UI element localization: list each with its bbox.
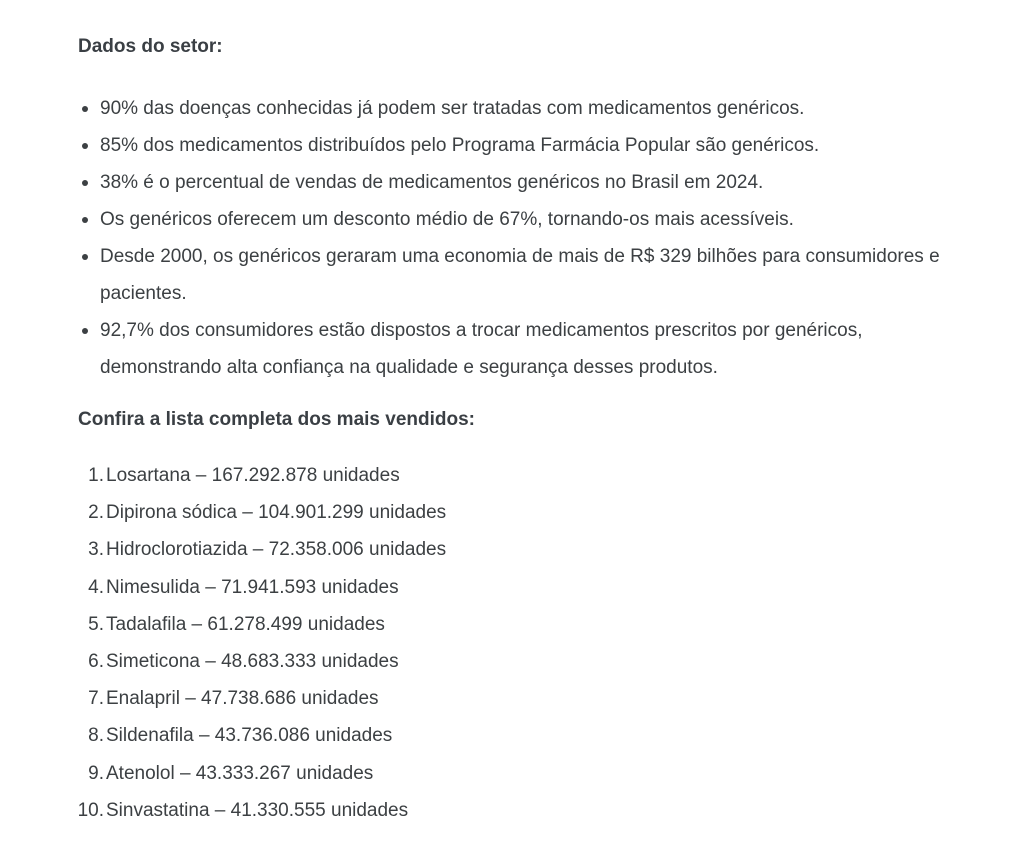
list-item-number: 6.: [88, 651, 104, 673]
list-item: [78, 457, 678, 494]
section-heading-lista: Confira a lista completa dos mais vendidos:: [78, 409, 475, 430]
list-item-text: Simeticona – 48.683.333 unidades: [106, 651, 399, 673]
list-item-text: Tadalafila – 61.278.499 unidades: [106, 613, 385, 635]
list-item: [78, 569, 678, 606]
list-item-text: Dipirona sódica – 104.901.299 unidades: [106, 502, 447, 524]
list-item-number: 3.: [88, 539, 104, 561]
list-item-text: Losartana – 167.292.878 unidades: [106, 465, 400, 486]
list-item: 85% dos medicamentos distribuídos pelo Programa Farmácia Popular são genéricos.: [78, 127, 958, 164]
list-item: [78, 717, 678, 754]
list-item-text: Hidroclorotiazida – 72.358.006 unidades: [106, 539, 447, 561]
list-item-number: 9.: [88, 762, 104, 784]
list-item: [78, 606, 678, 643]
sector-facts-list: [78, 90, 958, 386]
list-item: Os genéricos oferecem um desconto médio de 67%, tornando-os mais acessíveis.: [78, 201, 958, 238]
list-item: 92,7% dos consumidores estão dispostos a trocar medicamentos prescritos por genéricos, demonstrando alta confiança na qualidade e segurança desses produtos.: [78, 312, 958, 386]
list-item: [78, 755, 678, 792]
list-item: [78, 531, 678, 568]
list-item-number: 1.: [88, 465, 104, 486]
list-item: Desde 2000, os genéricos geraram uma economia de mais de R$ 329 bilhões para consumidores e pacientes.: [78, 238, 958, 312]
list-item-text: Sinvastatina – 41.330.555 unidades: [106, 799, 409, 821]
list-item-text: Atenolol – 43.333.267 unidades: [106, 762, 374, 784]
list-item: 90% das doenças conhecidas já podem ser tratadas com medicamentos genéricos.: [78, 90, 958, 127]
list-item-text: Nimesulida – 71.941.593 unidades: [106, 576, 399, 598]
list-item-number: 4.: [88, 576, 104, 598]
list-item-number: 8.: [88, 725, 104, 747]
list-item: [78, 643, 678, 680]
list-item-text: Enalapril – 47.738.686 unidades: [106, 688, 379, 710]
list-item-number: 5.: [88, 613, 104, 635]
list-item-number: 7.: [88, 688, 104, 710]
best-sellers-list: [78, 457, 678, 829]
section-heading-setor: Dados do setor:: [78, 36, 223, 57]
list-item-number: 10.: [77, 799, 104, 821]
list-item: [78, 680, 678, 717]
list-item-number: 2.: [88, 502, 104, 524]
list-item: [78, 494, 678, 531]
list-item: [78, 792, 678, 829]
list-item: 38% é o percentual de vendas de medicamentos genéricos no Brasil em 2024.: [78, 164, 958, 201]
list-item-text: Sildenafila – 43.736.086 unidades: [106, 725, 393, 747]
